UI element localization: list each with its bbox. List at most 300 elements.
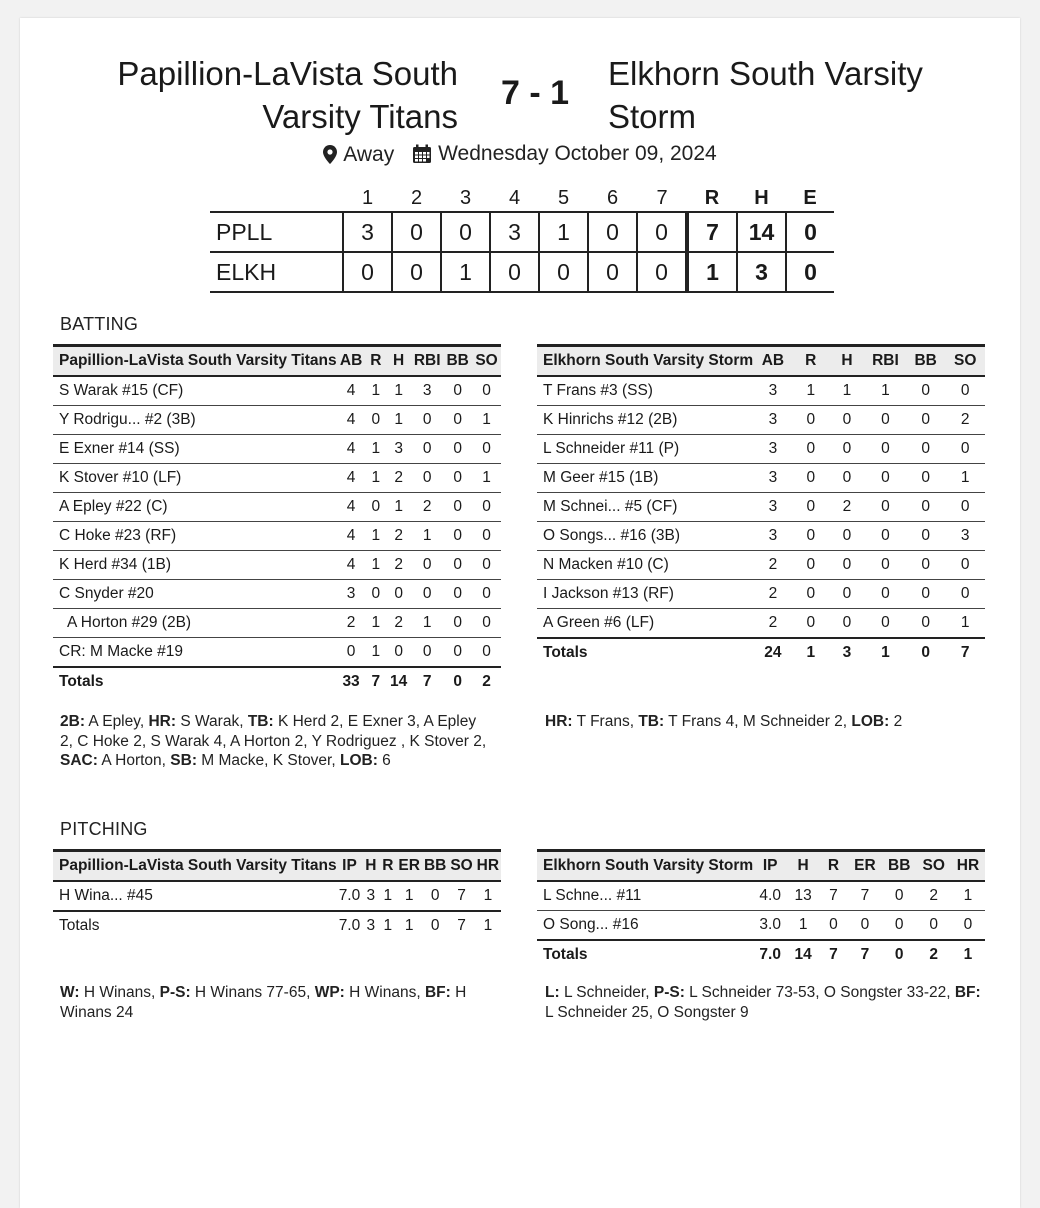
stat-value: 0 bbox=[793, 580, 829, 609]
stat-value: 0 bbox=[472, 376, 501, 406]
stat-value: 0 bbox=[472, 522, 501, 551]
stat-value: 0 bbox=[865, 580, 906, 609]
note-label: LOB: bbox=[339, 752, 378, 769]
stat-value: 1 bbox=[366, 551, 387, 580]
note-text: 6 bbox=[377, 752, 391, 769]
stat-value: 0 bbox=[882, 911, 916, 941]
stat-value: 0 bbox=[793, 609, 829, 639]
stat-value: 2 bbox=[411, 493, 443, 522]
home-team-line1: Papillion-LaVista South bbox=[117, 55, 458, 92]
stat-value: 0 bbox=[906, 522, 946, 551]
stat-value: 1 bbox=[366, 464, 387, 493]
player-name: A Epley #22 (C) bbox=[53, 493, 337, 522]
note-label: SAC: bbox=[60, 752, 98, 769]
stat-value: 1 bbox=[472, 406, 501, 435]
stat-value: 2 bbox=[386, 522, 411, 551]
stat-column-header: BB bbox=[443, 346, 472, 377]
player-row bbox=[537, 881, 985, 911]
note-text: S Warak, bbox=[176, 713, 248, 730]
away-batting-notes bbox=[545, 712, 985, 732]
player-row bbox=[53, 435, 501, 464]
player-name: N Macken #10 (C) bbox=[537, 551, 753, 580]
stat-value: 0 bbox=[865, 522, 906, 551]
note-label: P-S: bbox=[159, 984, 191, 1001]
map-pin-icon bbox=[323, 145, 337, 164]
player-name: C Hoke #23 (RF) bbox=[53, 522, 337, 551]
stat-column-header: BB bbox=[906, 346, 946, 377]
location-text: Away bbox=[343, 142, 395, 166]
home-pitching-table bbox=[53, 849, 501, 940]
player-name: O Songs... #16 (3B) bbox=[537, 522, 753, 551]
stat-value: 0 bbox=[411, 464, 443, 493]
stat-value: 0 bbox=[443, 376, 472, 406]
player-row bbox=[537, 493, 985, 522]
note-label: WP: bbox=[314, 984, 345, 1001]
hits-total: 3 bbox=[737, 252, 786, 292]
stat-value: 1 bbox=[787, 911, 819, 941]
note-text: K Herd 2, E Exner 3, A Epley 2, C Hoke 2, S Warak 4, A Horton 2, Y Rodriguez , K Stover 2, bbox=[60, 713, 487, 750]
note-text: H Winans, bbox=[344, 984, 425, 1001]
stat-value: 2 bbox=[386, 464, 411, 493]
player-row bbox=[537, 376, 985, 406]
player-name: S Warak #15 (CF) bbox=[53, 376, 337, 406]
totals-value: 0 bbox=[422, 911, 448, 940]
stat-value: 0 bbox=[945, 376, 985, 406]
stat-value: 0 bbox=[472, 580, 501, 609]
stat-value: 4 bbox=[337, 406, 366, 435]
totals-value: 1 bbox=[951, 940, 985, 969]
player-row bbox=[53, 464, 501, 493]
player-name: E Exner #14 (SS) bbox=[53, 435, 337, 464]
stat-value: 0 bbox=[829, 609, 865, 639]
stat-value: 0 bbox=[865, 406, 906, 435]
stat-value: 0 bbox=[386, 580, 411, 609]
stat-value: 0 bbox=[472, 638, 501, 668]
stat-value: 0 bbox=[829, 435, 865, 464]
stat-column-header: AB bbox=[337, 346, 366, 377]
stat-value: 4.0 bbox=[753, 881, 787, 911]
stat-value: 3 bbox=[945, 522, 985, 551]
errors-total: 0 bbox=[786, 212, 834, 252]
stat-value: 0 bbox=[443, 551, 472, 580]
table-header-row bbox=[537, 346, 985, 377]
totals-label: Totals bbox=[537, 638, 753, 667]
stat-value: 0 bbox=[865, 551, 906, 580]
player-name: T Frans #3 (SS) bbox=[537, 376, 753, 406]
stat-value: 4 bbox=[337, 464, 366, 493]
stat-value: 0 bbox=[829, 464, 865, 493]
note-label: P-S: bbox=[653, 984, 685, 1001]
stat-value: 0 bbox=[366, 493, 387, 522]
player-row bbox=[537, 551, 985, 580]
player-name: L Schne... #11 bbox=[537, 881, 753, 911]
totals-value: 1 bbox=[396, 911, 422, 940]
team-name-header: Papillion-LaVista South Varsity Titans bbox=[53, 346, 337, 377]
stat-value: 4 bbox=[337, 551, 366, 580]
note-label: L: bbox=[545, 984, 560, 1001]
note-text: A Epley, bbox=[84, 713, 149, 730]
team-name-header: Elkhorn South Varsity Storm bbox=[537, 851, 753, 882]
stat-value: 3 bbox=[411, 376, 443, 406]
away-team-line1: Elkhorn South Varsity bbox=[608, 55, 923, 92]
stat-value: 7 bbox=[448, 881, 474, 911]
stat-value: 0 bbox=[906, 376, 946, 406]
note-text: T Frans 4, M Schneider 2, bbox=[664, 713, 852, 730]
stat-value: 0 bbox=[865, 464, 906, 493]
stat-value: 0 bbox=[443, 580, 472, 609]
team-name-header: Elkhorn South Varsity Storm bbox=[537, 346, 753, 377]
stat-column-header: R bbox=[379, 851, 396, 882]
stat-value: 0 bbox=[829, 551, 865, 580]
totals-value: 0 bbox=[906, 638, 946, 667]
totals-value: 14 bbox=[787, 940, 819, 969]
note-text: H Winans 24 bbox=[60, 984, 467, 1021]
table-header-row bbox=[537, 851, 985, 882]
stat-column-header: H bbox=[362, 851, 379, 882]
totals-value: 1 bbox=[379, 911, 396, 940]
batting-section-title: BATTING bbox=[60, 314, 139, 334]
inning-header: 6 bbox=[606, 186, 619, 209]
stat-value: 0 bbox=[411, 435, 443, 464]
stat-value: 2 bbox=[386, 551, 411, 580]
stat-value: 1 bbox=[472, 464, 501, 493]
stat-value: 0 bbox=[945, 551, 985, 580]
stat-value: 0 bbox=[906, 464, 946, 493]
stat-value: 0 bbox=[906, 609, 946, 639]
line-score-table bbox=[210, 185, 834, 293]
stat-value: 0 bbox=[906, 493, 946, 522]
location-info bbox=[323, 143, 394, 167]
stat-value: 0 bbox=[411, 580, 443, 609]
player-name: K Stover #10 (LF) bbox=[53, 464, 337, 493]
stat-value: 0 bbox=[337, 638, 366, 668]
player-name: L Schneider #11 (P) bbox=[537, 435, 753, 464]
player-row bbox=[53, 881, 501, 911]
stat-value: 7 bbox=[848, 881, 882, 911]
totals-row bbox=[53, 667, 501, 696]
stat-column-header: HR bbox=[951, 851, 985, 882]
stat-column-header: ER bbox=[396, 851, 422, 882]
note-text: M Macke, K Stover, bbox=[196, 752, 340, 769]
stat-value: 0 bbox=[906, 435, 946, 464]
stat-value: 1 bbox=[386, 406, 411, 435]
stat-value: 1 bbox=[366, 435, 387, 464]
stat-column-header: SO bbox=[472, 346, 501, 377]
stat-value: 0 bbox=[829, 522, 865, 551]
stat-value: 0 bbox=[951, 911, 985, 941]
note-text: L Schneider 73-53, O Songster 33-22, bbox=[684, 984, 955, 1001]
stat-column-header: SO bbox=[448, 851, 474, 882]
stat-value: 2 bbox=[386, 609, 411, 638]
note-text: T Frans, bbox=[572, 713, 639, 730]
stat-column-header: IP bbox=[753, 851, 787, 882]
player-name: CR: M Macke #19 bbox=[53, 638, 337, 668]
stat-value: 1 bbox=[951, 881, 985, 911]
stat-value: 0 bbox=[411, 551, 443, 580]
stat-value: 3 bbox=[753, 376, 793, 406]
hits-total: 14 bbox=[737, 212, 786, 252]
note-text: L Schneider 25, O Songster 9 bbox=[545, 1003, 749, 1021]
totals-value: 0 bbox=[443, 667, 472, 696]
stat-value: 0 bbox=[422, 881, 448, 911]
stat-value: 4 bbox=[337, 522, 366, 551]
note-label: 2B: bbox=[60, 713, 85, 730]
totals-value: 7 bbox=[819, 940, 848, 969]
player-row bbox=[53, 580, 501, 609]
stat-value: 1 bbox=[475, 881, 501, 911]
team-abbrev: PPLL bbox=[210, 212, 343, 252]
player-name: A Green #6 (LF) bbox=[537, 609, 753, 639]
stat-value: 0 bbox=[793, 551, 829, 580]
stat-value: 0 bbox=[906, 551, 946, 580]
player-name: C Snyder #20 bbox=[53, 580, 337, 609]
final-score: 7 - 1 bbox=[500, 74, 570, 112]
stat-column-header: SO bbox=[916, 851, 951, 882]
totals-label: Totals bbox=[537, 940, 753, 969]
table-header-row bbox=[53, 851, 501, 882]
stat-column-header: IP bbox=[337, 851, 363, 882]
totals-value: 14 bbox=[386, 667, 411, 696]
stat-value: 0 bbox=[829, 406, 865, 435]
stat-column-header: AB bbox=[753, 346, 793, 377]
stat-column-header: H bbox=[829, 346, 865, 377]
team-abbrev: ELKH bbox=[210, 252, 343, 292]
totals-value: 3 bbox=[829, 638, 865, 667]
away-pitching-table bbox=[537, 849, 985, 969]
table-header-row bbox=[53, 346, 501, 377]
stat-value: 0 bbox=[472, 609, 501, 638]
stat-value: 2 bbox=[916, 881, 951, 911]
stat-value: 1 bbox=[945, 609, 985, 639]
inning-header: 7 bbox=[656, 186, 668, 209]
pitching-section-title: PITCHING bbox=[60, 819, 148, 839]
totals-value: 7 bbox=[448, 911, 474, 940]
stat-value: 1 bbox=[865, 376, 906, 406]
note-label: W: bbox=[60, 984, 80, 1001]
stat-value: 1 bbox=[396, 881, 422, 911]
stat-value: 0 bbox=[443, 522, 472, 551]
date-info bbox=[412, 142, 717, 166]
note-label: SB: bbox=[170, 752, 197, 769]
stat-value: 0 bbox=[472, 435, 501, 464]
stat-column-header: HR bbox=[475, 851, 501, 882]
player-row bbox=[53, 609, 501, 638]
player-row bbox=[53, 551, 501, 580]
player-name: Y Rodrigu... #2 (3B) bbox=[53, 406, 337, 435]
stat-value: 0 bbox=[443, 609, 472, 638]
stat-value: 0 bbox=[793, 464, 829, 493]
stat-value: 2 bbox=[945, 406, 985, 435]
stat-value: 0 bbox=[906, 406, 946, 435]
away-pitching-notes bbox=[545, 983, 985, 1022]
stat-value: 0 bbox=[848, 911, 882, 941]
player-name: K Hinrichs #12 (2B) bbox=[537, 406, 753, 435]
date-text: Wednesday October 09, 2024 bbox=[438, 142, 717, 165]
away-team-line2: Storm bbox=[608, 98, 697, 135]
stat-value: 0 bbox=[443, 638, 472, 668]
line-score-row: ELKH 0 0 1 0 0 0 0 1 3 0 bbox=[210, 252, 834, 292]
hits-header: H bbox=[754, 186, 769, 209]
stat-column-header: H bbox=[787, 851, 819, 882]
home-team-name bbox=[38, 52, 458, 138]
note-label: BF: bbox=[954, 984, 981, 1001]
inning-header: 1 bbox=[361, 186, 374, 209]
totals-value: 33 bbox=[337, 667, 366, 696]
note-label: TB: bbox=[247, 713, 274, 730]
totals-value: 2 bbox=[916, 940, 951, 969]
stat-value: 0 bbox=[366, 580, 387, 609]
stat-column-header: R bbox=[366, 346, 387, 377]
runs-total: 7 bbox=[687, 212, 737, 252]
player-row bbox=[53, 406, 501, 435]
totals-value: 24 bbox=[753, 638, 793, 667]
note-text: 2 bbox=[889, 713, 903, 730]
note-label: LOB: bbox=[851, 713, 890, 730]
stat-value: 0 bbox=[916, 911, 951, 941]
stat-value: 2 bbox=[829, 493, 865, 522]
totals-value: 3 bbox=[362, 911, 379, 940]
stat-value: 1 bbox=[829, 376, 865, 406]
note-text: A Horton, bbox=[97, 752, 171, 769]
stat-value: 1 bbox=[386, 493, 411, 522]
player-name: M Schnei... #5 (CF) bbox=[537, 493, 753, 522]
stat-value: 0 bbox=[882, 881, 916, 911]
box-score-page bbox=[20, 18, 1020, 1208]
stat-value: 0 bbox=[411, 638, 443, 668]
stat-value: 0 bbox=[945, 580, 985, 609]
player-row bbox=[537, 522, 985, 551]
stat-value: 0 bbox=[793, 522, 829, 551]
stat-value: 2 bbox=[753, 609, 793, 639]
calendar-icon bbox=[412, 144, 432, 164]
stat-column-header: RBI bbox=[411, 346, 443, 377]
player-row bbox=[537, 435, 985, 464]
totals-value: 1 bbox=[475, 911, 501, 940]
totals-value: 7 bbox=[945, 638, 985, 667]
totals-label: Totals bbox=[53, 911, 337, 940]
inning-header: 2 bbox=[410, 186, 423, 209]
stat-value: 1 bbox=[411, 522, 443, 551]
stat-value: 0 bbox=[906, 580, 946, 609]
totals-value: 7 bbox=[848, 940, 882, 969]
player-row bbox=[537, 609, 985, 639]
stat-value: 0 bbox=[945, 493, 985, 522]
stat-column-header: BB bbox=[422, 851, 448, 882]
player-name: A Horton #29 (2B) bbox=[53, 609, 337, 638]
stat-value: 3 bbox=[386, 435, 411, 464]
stat-value: 3 bbox=[337, 580, 366, 609]
stat-value: 0 bbox=[819, 911, 848, 941]
stat-value: 0 bbox=[411, 406, 443, 435]
player-name: O Song... #16 bbox=[537, 911, 753, 941]
totals-row bbox=[537, 940, 985, 969]
stat-value: 0 bbox=[443, 464, 472, 493]
totals-value: 7.0 bbox=[337, 911, 363, 940]
stat-value: 1 bbox=[379, 881, 396, 911]
errors-header: E bbox=[803, 186, 817, 209]
stat-value: 0 bbox=[386, 638, 411, 668]
totals-value: 1 bbox=[865, 638, 906, 667]
stat-value: 2 bbox=[753, 551, 793, 580]
stat-value: 3 bbox=[753, 464, 793, 493]
home-pitching-notes bbox=[60, 983, 505, 1022]
stat-value: 0 bbox=[945, 435, 985, 464]
stat-value: 1 bbox=[366, 638, 387, 668]
stat-value: 0 bbox=[443, 493, 472, 522]
stat-value: 1 bbox=[386, 376, 411, 406]
player-row bbox=[53, 376, 501, 406]
stat-value: 0 bbox=[472, 493, 501, 522]
player-name: K Herd #34 (1B) bbox=[53, 551, 337, 580]
note-label: HR: bbox=[148, 713, 177, 730]
totals-value: 7.0 bbox=[753, 940, 787, 969]
player-row bbox=[53, 493, 501, 522]
stat-column-header: R bbox=[793, 346, 829, 377]
totals-value: 2 bbox=[472, 667, 501, 696]
totals-row bbox=[53, 911, 501, 940]
game-meta bbox=[20, 142, 1020, 172]
stat-value: 0 bbox=[366, 406, 387, 435]
runs-header: R bbox=[704, 186, 720, 209]
stat-column-header: BB bbox=[882, 851, 916, 882]
inning-header: 4 bbox=[508, 186, 521, 209]
line-score-row: PPLL 3 0 0 3 1 0 0 7 14 0 bbox=[210, 212, 834, 252]
stat-value: 3 bbox=[753, 435, 793, 464]
inning-header: 3 bbox=[459, 186, 472, 209]
note-text: H Winans 77-65, bbox=[190, 984, 315, 1001]
stat-value: 1 bbox=[366, 376, 387, 406]
stat-value: 1 bbox=[411, 609, 443, 638]
note-label: TB: bbox=[638, 713, 665, 730]
stat-column-header: R bbox=[819, 851, 848, 882]
stat-value: 1 bbox=[793, 376, 829, 406]
away-batting-table bbox=[537, 344, 985, 667]
stat-value: 7.0 bbox=[337, 881, 363, 911]
stat-value: 0 bbox=[829, 580, 865, 609]
player-row bbox=[537, 580, 985, 609]
totals-value: 1 bbox=[793, 638, 829, 667]
stat-value: 0 bbox=[793, 406, 829, 435]
totals-value: 7 bbox=[411, 667, 443, 696]
stat-column-header: ER bbox=[848, 851, 882, 882]
runs-total: 1 bbox=[687, 252, 737, 292]
stat-value: 3 bbox=[753, 522, 793, 551]
stat-value: 3 bbox=[753, 493, 793, 522]
stat-value: 3.0 bbox=[753, 911, 787, 941]
player-name: I Jackson #13 (RF) bbox=[537, 580, 753, 609]
totals-value: 0 bbox=[882, 940, 916, 969]
home-team-line2: Varsity Titans bbox=[262, 98, 458, 135]
stat-value: 0 bbox=[472, 551, 501, 580]
stat-value: 2 bbox=[753, 580, 793, 609]
stat-value: 1 bbox=[366, 609, 387, 638]
away-team-name bbox=[608, 52, 1008, 138]
player-name: M Geer #15 (1B) bbox=[537, 464, 753, 493]
stat-value: 1 bbox=[945, 464, 985, 493]
stat-value: 3 bbox=[753, 406, 793, 435]
stat-value: 0 bbox=[865, 435, 906, 464]
home-batting-table bbox=[53, 344, 501, 696]
stat-value: 0 bbox=[443, 435, 472, 464]
player-row bbox=[537, 911, 985, 941]
stat-column-header: RBI bbox=[865, 346, 906, 377]
line-score-header bbox=[210, 185, 834, 212]
stat-value: 4 bbox=[337, 435, 366, 464]
stat-column-header: SO bbox=[945, 346, 985, 377]
player-row bbox=[53, 522, 501, 551]
stat-value: 7 bbox=[819, 881, 848, 911]
player-row bbox=[537, 464, 985, 493]
